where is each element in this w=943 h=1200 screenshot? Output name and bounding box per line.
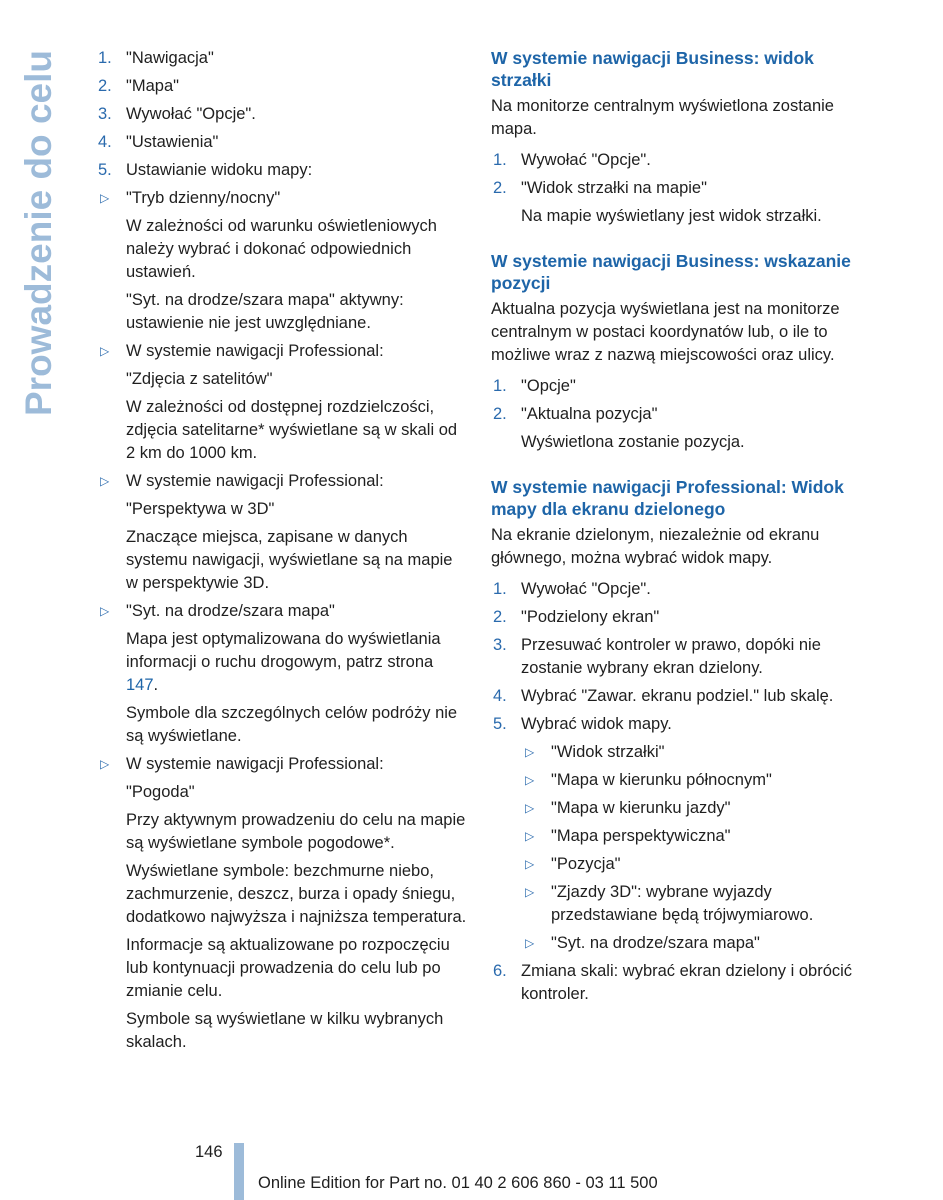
option-description: "Syt. na drodze/szara mapa" aktywny: ustawienie nie jest uwzględniane. (126, 291, 404, 332)
right-column (491, 47, 863, 1011)
step-6 (491, 960, 863, 1006)
option-label: "Syt. na drodze/szara mapa" (126, 602, 335, 620)
map-view-option (521, 769, 863, 792)
option-label: "Tryb dzienny/nocny" (126, 189, 281, 207)
step-text: "Ustawienia" (126, 133, 219, 151)
option-label: W systemie nawigacji Professional: (126, 472, 384, 490)
footer-accent-bar (234, 1143, 244, 1200)
option-label: "Pozycja" (551, 855, 621, 873)
step-5 (96, 159, 468, 182)
chapter-title (4, 43, 74, 423)
step-result: Wyświetlona zostanie pozycja. (521, 433, 745, 451)
step-3 (96, 103, 468, 126)
step-text: "Mapa" (126, 77, 179, 95)
option-label: "Widok strzałki" (551, 743, 665, 761)
step-text: "Nawigacja" (126, 49, 214, 67)
option-label: "Mapa w kierunku północnym" (551, 771, 772, 789)
step-result: Na mapie wyświetlany jest widok strzałki. (521, 207, 822, 225)
option-description: Informacje są aktualizowane po rozpoczęciu lub kontynuacji prowadzenia do celu lub po zmianie celu. (126, 936, 450, 1000)
option-description: Symbole dla szczególnych celów podróży nie są wyświetlane. (126, 704, 458, 745)
step-text: Zmiana skali: wybrać ekran dzielony i obrócić kontroler. (521, 962, 853, 1003)
step-2 (491, 606, 863, 629)
option-description (96, 628, 468, 697)
step-1 (491, 578, 863, 601)
step-2 (491, 403, 863, 426)
map-view-option (521, 853, 863, 876)
step-text: Wywołać "Opcje". (126, 105, 256, 123)
left-column (96, 47, 468, 1059)
option-label: "Mapa perspektywiczna" (551, 827, 731, 845)
option-satellite (96, 340, 468, 363)
section-intro: Aktualna pozycja wyświetlana jest na monitorze centralnym w postaci koordynatów lub, o ile to możliwe wraz z nazwą miejscowości oraz ulicy. (491, 300, 840, 364)
step-number: 5. (98, 161, 112, 179)
triangle-bullet-icon: ▷ (100, 474, 110, 488)
option-day-night (96, 187, 468, 210)
step-text: "Opcje" (521, 377, 576, 395)
step-text: Wybrać widok mapy. (521, 715, 672, 733)
step-1 (491, 375, 863, 398)
step-text: Ustawianie widoku mapy: (126, 161, 313, 179)
option-label: W systemie nawigacji Professional: (126, 755, 384, 773)
step-2 (491, 177, 863, 200)
page-reference-link[interactable]: 147 (126, 676, 154, 694)
step-text: "Aktualna pozycja" (521, 405, 658, 423)
step-number: 4. (98, 133, 112, 151)
step-number: 2. (98, 77, 112, 95)
triangle-bullet-icon: ▷ (525, 773, 535, 787)
triangle-bullet-icon: ▷ (525, 801, 535, 815)
triangle-bullet-icon: ▷ (525, 936, 535, 950)
option-label: "Zjazdy 3D": wybrane wyjazdy przedstawiane będą trójwymiarowo. (551, 883, 814, 924)
edition-note: Online Edition for Part no. 01 40 2 606 860 - 03 11 500 (258, 1174, 658, 1192)
option-label: "Mapa w kierunku jazdy" (551, 799, 731, 817)
step-text: Wybrać "Zawar. ekranu podziel." lub skalę. (521, 687, 834, 705)
step-number: 1. (493, 377, 507, 395)
map-view-option (521, 881, 863, 927)
option-title: "Pogoda" (126, 783, 195, 801)
option-title: "Zdjęcia z satelitów" (126, 370, 273, 388)
step-1 (96, 47, 468, 70)
map-view-option (521, 932, 863, 955)
section-heading: W systemie nawigacji Business: wskazanie pozycji (491, 251, 851, 293)
page-number: 146 (195, 1143, 223, 1161)
triangle-bullet-icon: ▷ (525, 745, 535, 759)
step-number: 1. (98, 49, 112, 67)
triangle-bullet-icon: ▷ (100, 191, 110, 205)
triangle-bullet-icon: ▷ (100, 344, 110, 358)
step-3 (491, 634, 863, 680)
step-number: 4. (493, 687, 507, 705)
option-description: Przy aktywnym prowadzeniu do celu na mapie są wyświetlane symbole pogodowe*. (126, 811, 466, 852)
triangle-bullet-icon: ▷ (525, 829, 535, 843)
option-description: Symbole są wyświetlane w kilku wybranych skalach. (126, 1010, 444, 1051)
step-2 (96, 75, 468, 98)
step-number: 3. (493, 636, 507, 654)
step-number: 1. (493, 580, 507, 598)
step-number: 2. (493, 608, 507, 626)
section-heading: W systemie nawigacji Business: widok strzałki (491, 48, 814, 90)
triangle-bullet-icon: ▷ (100, 757, 110, 771)
triangle-bullet-icon: ▷ (525, 885, 535, 899)
step-number: 6. (493, 962, 507, 980)
step-number: 3. (98, 105, 112, 123)
option-title: "Perspektywa w 3D" (126, 500, 275, 518)
option-description: Wyświetlane symbole: bezchmurne niebo, zachmurzenie, deszcz, burza i opady śniegu, dodatkowo najwyższa i najniższa temperatura. (126, 862, 467, 926)
option-description: W zależności od dostępnej rozdzielczości, zdjęcia satelitarne* wyświetlane są w skali od 2 km do 1000 km. (126, 398, 458, 462)
section-intro: Na monitorze centralnym wyświetlona zostanie mapa. (491, 97, 834, 138)
option-description: W zależności od warunku oświetleniowych należy wybrać i dokonać odpowiednich ustawień. (126, 217, 437, 281)
step-text: Wywołać "Opcje". (521, 151, 651, 169)
option-description: Znaczące miejsca, zapisane w danych systemu nawigacji, wyświetlane są na mapie w perspektywie 3D. (126, 528, 453, 592)
description-end: . (153, 676, 159, 694)
map-view-option (521, 741, 863, 764)
step-1 (491, 149, 863, 172)
description-text: Mapa jest optymalizowana do wyświetlania informacji o ruchu drogowym, patrz strona (126, 630, 441, 671)
step-4 (491, 685, 863, 708)
step-number: 5. (493, 715, 507, 733)
step-text: Przesuwać kontroler w prawo, dopóki nie zostanie wybrany ekran dzielony. (521, 636, 821, 677)
option-3d-perspective (96, 470, 468, 493)
step-text: "Podzielony ekran" (521, 608, 660, 626)
map-view-option (521, 797, 863, 820)
option-label: W systemie nawigacji Professional: (126, 342, 384, 360)
step-text: "Widok strzałki na mapie" (521, 179, 707, 197)
triangle-bullet-icon: ▷ (525, 857, 535, 871)
step-5 (491, 713, 863, 736)
step-4 (96, 131, 468, 154)
step-number: 1. (493, 151, 507, 169)
triangle-bullet-icon: ▷ (100, 604, 110, 618)
map-view-option (521, 825, 863, 848)
option-weather (96, 753, 468, 776)
step-text: Wywołać "Opcje". (521, 580, 651, 598)
step-number: 2. (493, 405, 507, 423)
section-heading: W systemie nawigacji Professional: Widok mapy dla ekranu dzielonego (491, 477, 844, 519)
step-number: 2. (493, 179, 507, 197)
option-label: "Syt. na drodze/szara mapa" (551, 934, 760, 952)
section-intro: Na ekranie dzielonym, niezależnie od ekranu głównego, można wybrać widok mapy. (491, 526, 820, 567)
option-traffic-map (96, 600, 468, 623)
chapter-title-text: Prowadzenie do celu (18, 50, 60, 416)
map-view-options (491, 741, 863, 955)
